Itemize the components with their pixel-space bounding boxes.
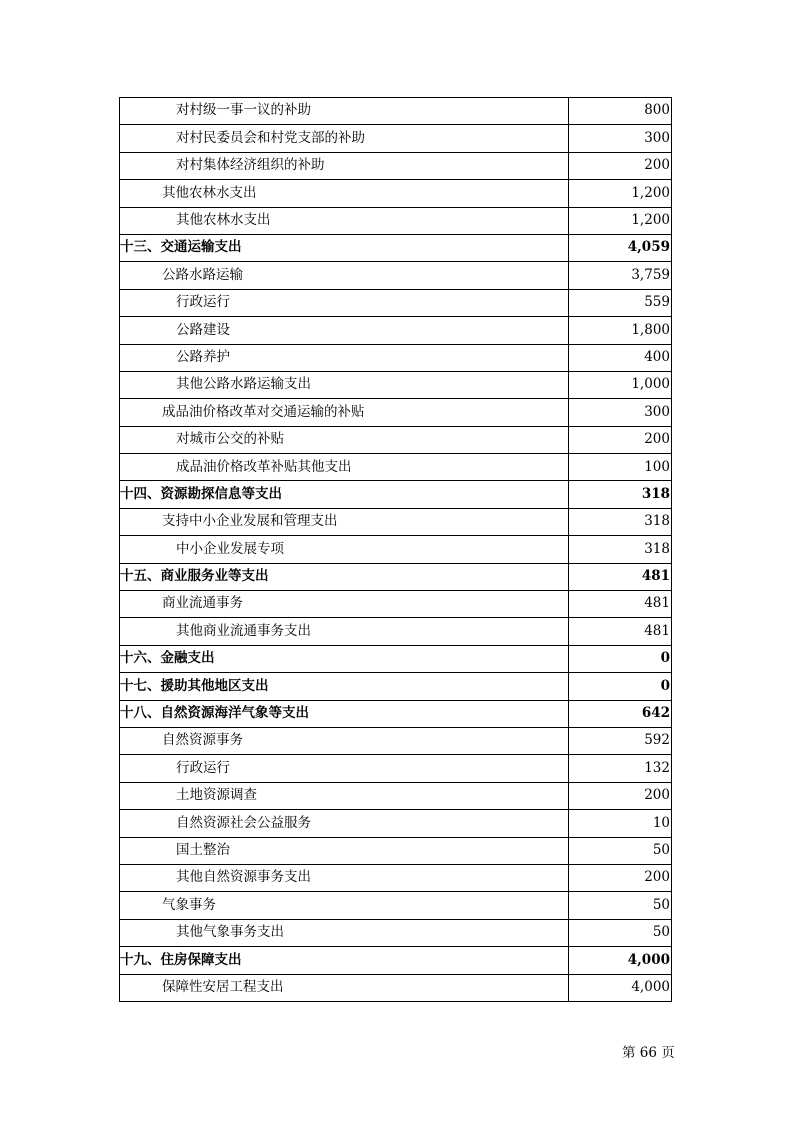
item-row — [120, 864, 672, 891]
row-name: 土地资源调查 — [120, 782, 569, 809]
row-name: 其他气象事务支出 — [120, 919, 569, 946]
row-amount: 300 — [569, 399, 672, 426]
row-amount: 1,000 — [569, 371, 672, 398]
row-amount: 200 — [569, 782, 672, 809]
row-name: 其他商业流通事务支出 — [120, 618, 569, 645]
item-row — [120, 344, 672, 371]
row-amount: 4,059 — [569, 234, 672, 261]
row-amount: 50 — [569, 919, 672, 946]
category-row — [120, 700, 672, 727]
row-name: 自然资源社会公益服务 — [120, 810, 569, 837]
row-name: 对村集体经济组织的补助 — [120, 152, 569, 179]
row-name: 十四、资源勘探信息等支出 — [120, 481, 569, 508]
row-name: 中小企业发展专项 — [120, 536, 569, 563]
row-name: 对村级一事一议的补助 — [120, 98, 569, 125]
row-amount: 800 — [569, 98, 672, 125]
row-name: 成品油价格改革补贴其他支出 — [120, 454, 569, 481]
row-name: 自然资源事务 — [120, 727, 569, 754]
row-name: 行政运行 — [120, 755, 569, 782]
row-amount: 481 — [569, 618, 672, 645]
row-amount: 481 — [569, 563, 672, 590]
row-amount: 1,200 — [569, 207, 672, 234]
row-amount: 50 — [569, 837, 672, 864]
row-name: 公路养护 — [120, 344, 569, 371]
row-amount: 400 — [569, 344, 672, 371]
category-row — [120, 947, 672, 974]
row-amount: 3,759 — [569, 262, 672, 289]
item-row — [120, 618, 672, 645]
category-row — [120, 673, 672, 700]
row-amount: 318 — [569, 481, 672, 508]
row-amount: 481 — [569, 591, 672, 618]
subcategory-row — [120, 399, 672, 426]
subcategory-row — [120, 974, 672, 1001]
row-amount: 132 — [569, 755, 672, 782]
row-name: 对村民委员会和村党支部的补助 — [120, 125, 569, 152]
page-footer — [622, 1041, 675, 1061]
item-row — [120, 317, 672, 344]
subcategory-row — [120, 892, 672, 919]
item-row — [120, 536, 672, 563]
row-amount: 318 — [569, 536, 672, 563]
row-name: 十九、住房保障支出 — [120, 947, 569, 974]
category-row — [120, 563, 672, 590]
page-number: 66 — [639, 1045, 657, 1061]
footer-prefix: 第 — [622, 1045, 636, 1061]
row-amount: 10 — [569, 810, 672, 837]
row-name: 十五、商业服务业等支出 — [120, 563, 569, 590]
item-row — [120, 919, 672, 946]
item-row — [120, 454, 672, 481]
item-row — [120, 810, 672, 837]
row-amount: 318 — [569, 508, 672, 535]
row-amount: 200 — [569, 426, 672, 453]
subcategory-row — [120, 262, 672, 289]
subcategory-row — [120, 508, 672, 535]
row-name: 其他自然资源事务支出 — [120, 864, 569, 891]
row-name: 成品油价格改革对交通运输的补贴 — [120, 399, 569, 426]
budget-table — [119, 97, 672, 1002]
item-row — [120, 207, 672, 234]
row-amount: 0 — [569, 673, 672, 700]
row-name: 公路建设 — [120, 317, 569, 344]
item-row — [120, 371, 672, 398]
subcategory-row — [120, 591, 672, 618]
row-amount: 592 — [569, 727, 672, 754]
item-row — [120, 426, 672, 453]
row-amount: 50 — [569, 892, 672, 919]
item-row — [120, 782, 672, 809]
row-name: 行政运行 — [120, 289, 569, 316]
row-amount: 300 — [569, 125, 672, 152]
row-name: 其他农林水支出 — [120, 207, 569, 234]
item-row — [120, 98, 672, 125]
row-amount: 4,000 — [569, 947, 672, 974]
row-name: 公路水路运输 — [120, 262, 569, 289]
subcategory-row — [120, 727, 672, 754]
budget-table-body — [120, 98, 672, 1002]
row-name: 其他农林水支出 — [120, 180, 569, 207]
row-name: 商业流通事务 — [120, 591, 569, 618]
row-amount: 4,000 — [569, 974, 672, 1001]
row-name: 支持中小企业发展和管理支出 — [120, 508, 569, 535]
row-name: 气象事务 — [120, 892, 569, 919]
category-row — [120, 645, 672, 672]
item-row — [120, 152, 672, 179]
row-name: 十六、金融支出 — [120, 645, 569, 672]
subcategory-row — [120, 180, 672, 207]
category-row — [120, 481, 672, 508]
row-amount: 100 — [569, 454, 672, 481]
row-name: 十八、自然资源海洋气象等支出 — [120, 700, 569, 727]
item-row — [120, 755, 672, 782]
row-amount: 642 — [569, 700, 672, 727]
row-name: 其他公路水路运输支出 — [120, 371, 569, 398]
item-row — [120, 125, 672, 152]
row-name: 十三、交通运输支出 — [120, 234, 569, 261]
item-row — [120, 289, 672, 316]
row-name: 十七、援助其他地区支出 — [120, 673, 569, 700]
footer-suffix: 页 — [661, 1045, 675, 1061]
item-row — [120, 837, 672, 864]
row-amount: 200 — [569, 152, 672, 179]
row-name: 保障性安居工程支出 — [120, 974, 569, 1001]
row-amount: 559 — [569, 289, 672, 316]
category-row — [120, 234, 672, 261]
row-amount: 1,200 — [569, 180, 672, 207]
row-amount: 200 — [569, 864, 672, 891]
row-amount: 0 — [569, 645, 672, 672]
row-name: 国土整治 — [120, 837, 569, 864]
row-name: 对城市公交的补贴 — [120, 426, 569, 453]
row-amount: 1,800 — [569, 317, 672, 344]
